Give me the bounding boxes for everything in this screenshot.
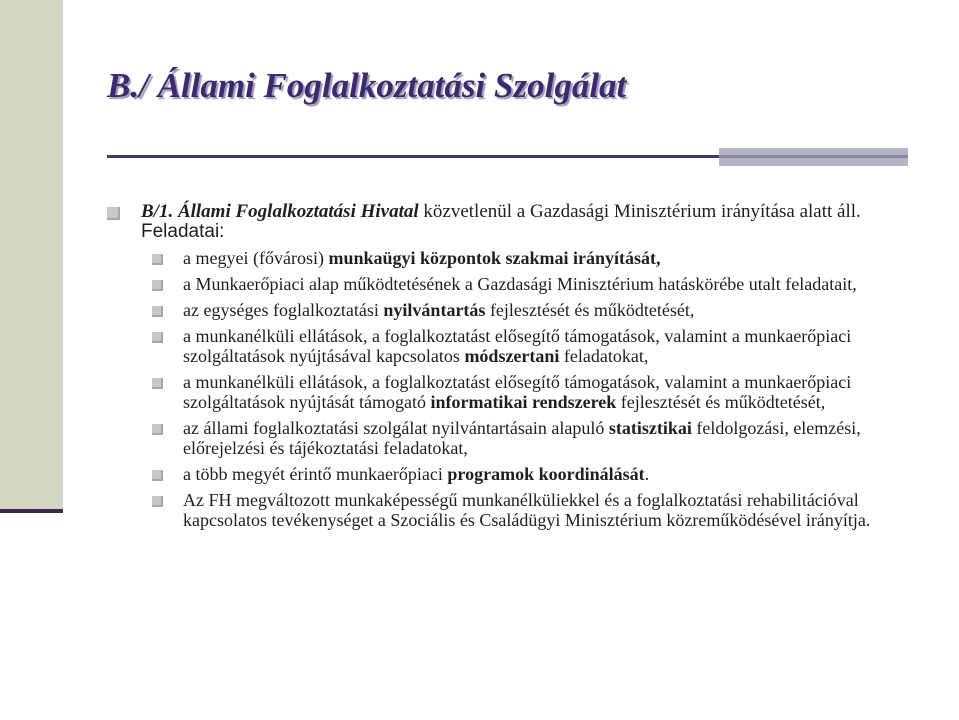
square-bullet-icon: [152, 306, 163, 317]
square-bullet-icon: [152, 378, 163, 389]
list-item: a Munkaerőpiaci alap működtetésének a Gazdasági Minisztérium hatáskörébe utalt feladatait,: [107, 274, 907, 294]
left-bar-edge: [0, 509, 63, 513]
title-underline: [107, 155, 719, 158]
intro-paragraph: [107, 202, 907, 242]
intro-label: B/1. Állami Foglalkoztatási Hivatal: [141, 201, 419, 222]
square-bullet-icon: [107, 207, 120, 220]
square-bullet-icon: [152, 424, 163, 435]
intro-feladatai: Feladatai:: [141, 221, 225, 242]
list-item: Az FH megváltozott munkaképességű munkanélküliekkel és a foglalkoztatási rehabilitációval kapcsolatos tevékenységet a Szociális és Családügyi Minisztérium közreműködésével irányítja.: [107, 490, 907, 530]
left-decorative-bar: [0, 0, 63, 513]
square-bullet-icon: [152, 470, 163, 481]
list-item: a munkanélküli ellátások, a foglalkoztatást elősegítő támogatások, valamint a munkaerőpiaci szolgáltatások nyújtását támogató informatikai rendszerek fejlesztését és működtetését,: [107, 372, 907, 412]
square-bullet-icon: [152, 254, 163, 265]
square-bullet-icon: [152, 280, 163, 291]
slide-body: [107, 202, 907, 530]
slide-title: B./ Állami Foglalkoztatási Szolgálat: [107, 66, 627, 105]
square-bullet-icon: [152, 496, 163, 507]
list-item: az állami foglalkoztatási szolgálat nyilvántartásain alapuló statisztikai feldolgozási, elemzési, előrejelzési és tájékoztatási feladatokat,: [107, 418, 907, 458]
list-item: a munkanélküli ellátások, a foglalkoztatást elősegítő támogatások, valamint a munkaerőpiaci szolgáltatások nyújtásával kapcsolatos módszertani feladatokat,: [107, 326, 907, 366]
intro-text: közvetlenül a Gazdasági Minisztérium irányítása alatt áll.: [418, 201, 861, 222]
list-item: a több megyét érintő munkaerőpiaci programok koordinálását.: [107, 464, 907, 484]
list-item: a megyei (fővárosi) munkaügyi központok szakmai irányítását,: [107, 248, 907, 268]
list-item: az egységes foglalkoztatási nyilvántartás fejlesztését és működtetését,: [107, 300, 907, 320]
square-bullet-icon: [152, 332, 163, 343]
title-rule-accent: [719, 148, 908, 166]
